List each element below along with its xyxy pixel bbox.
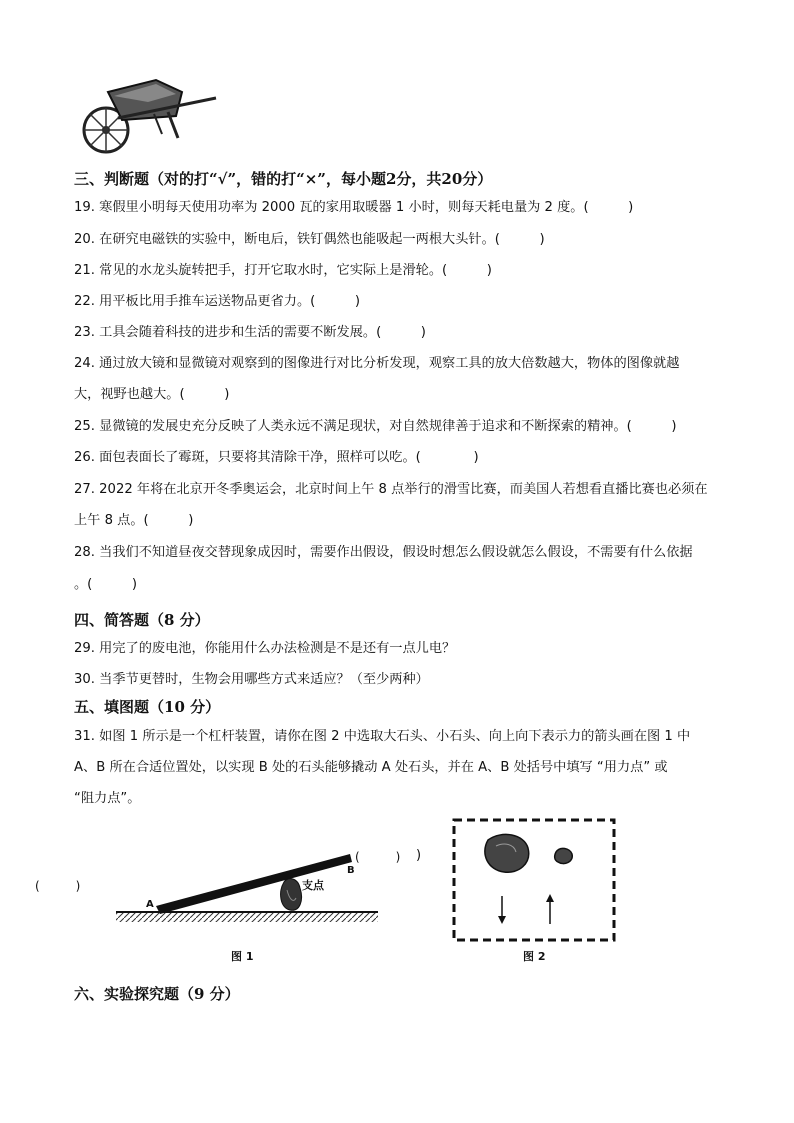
question-24-cont: 大，视野也越大。( ) bbox=[74, 387, 230, 402]
materials-box bbox=[452, 818, 616, 944]
question-29: 29. 用完了的废电池，你能用什么办法检测是不是还有一点儿电？ bbox=[74, 641, 456, 656]
question-19: 19. 寒假里小明每天使用功率为 2000 瓦的家用取暖器 1 小时，则每天耗电量为 2 度。( ) bbox=[74, 200, 634, 215]
label-a: A bbox=[146, 899, 154, 910]
question-21: 21. 常见的水龙头旋转把手，打开它取水时，它实际上是滑轮。( ) bbox=[74, 263, 492, 278]
section6-heading: 六、实验探究题（9 分） bbox=[74, 985, 240, 1003]
wheelbarrow-image bbox=[78, 74, 220, 156]
question-20: 20. 在研究电磁铁的实验中，断电后，铁钉偶然也能吸起一两根大头针。( ) bbox=[74, 232, 545, 247]
question-24: 24. 通过放大镜和显微镜对观察到的图像进行对比分析发现，观察工具的放大倍数越大，物体的图像就越 bbox=[74, 356, 680, 371]
question-30: 30. 当季节更替时，生物会用哪些方式来适应？（至少两种） bbox=[74, 672, 429, 687]
lever-diagram bbox=[112, 840, 382, 930]
section4-heading: 四、简答题（8 分） bbox=[74, 611, 210, 629]
question-26: 26. 面包表面长了霉斑，只要将其清除干净，照样可以吃。( ) bbox=[74, 450, 479, 465]
question-28-cont: 。( ) bbox=[74, 577, 138, 592]
question-31-cont: A、B 所在合适位置处，以实现 B 处的石头能够撬动 A 处石头，并在 A、B 处括号中填写 “用力点” 或 bbox=[74, 760, 668, 775]
figure2-caption: 图 2 bbox=[523, 950, 546, 963]
paren-a: ( ) bbox=[35, 879, 81, 893]
question-27-cont: 上午 8 点。( ) bbox=[74, 513, 194, 528]
fulcrum-label: 支点 bbox=[302, 879, 324, 892]
question-31-cont2: “阻力点”。 bbox=[74, 791, 141, 806]
section5-heading: 五、填图题（10 分） bbox=[74, 698, 221, 716]
question-23: 23. 工具会随着科技的进步和生活的需要不断发展。( ) bbox=[74, 325, 426, 340]
small-stone-icon bbox=[555, 848, 573, 863]
paren-b: ( ) bbox=[355, 850, 401, 864]
exam-page: 三、判断题（对的打“√”，错的打“×”，每小题2分，共20分） 19. 寒假里小明每天使用功率为 2000 瓦的家用取暖器 1 小时，则每天耗电量为 2 度。( ) 20. 在研究电磁铁的实验中，断电后，铁钉偶然也能吸起一两根大头针。( ) 21. 常见的水龙头旋转把手，打开它取水时，它实际上是滑轮。( ) 22. 用平板比用手推车运送物品更省力。( ) 23. 工具会随着科技的进步和生活的需要不断发展。( ) 24. 通过放大镜和显微镜对观察到的图像进行对比分析发现，观察工具的放大倍数越大，物体的图像就越 大，视野也越大。( ) 25. 显微镜的发展史充分反映了人类永远不满足现状，对自然规律善于追求和不断探索的精神。( ) 26. 面包表面长了霉斑，只要将其清除干净，照样可以吃。( ) 27. 2022 年将在北京开冬季奥运会，北京时间上午 8 点举行的滑雪比赛，而美国人若想看直播比赛也必须在 上午 8 点。( ) 28. 当我们不知道昼夜交替现象成因时，需要作出假设，假设时想怎么假设就怎么假设，不需要有什么依据 。( ) 四、简答题（8 分） 29. 用完了的废电池，你能用什么办法检测是不是还有一点儿电？ 30. 当季节更替时，生物会用哪些方式来适应？（至少两种） 五、填图题（10 分） 31. 如图 1 所示是一个杠杆装置，请你在图 2 中选取大石头、小石头、向上向下表示力的箭头画在图 1 中 A、B 所在合适位置处，以实现 B 处的石头能够撬动 A 处石头，并在 A、B 处括号中填写 “用力点” 或 “阻力点”。 ( ) A B 支点 ( ) 图 1 ) 图 2 六、实验探究题（9 分） bbox=[0, 0, 794, 1123]
question-25: 25. 显微镜的发展史充分反映了人类永远不满足现状，对自然规律善于追求和不断探索的精神。( ) bbox=[74, 419, 677, 434]
question-22: 22. 用平板比用手推车运送物品更省力。( ) bbox=[74, 294, 361, 309]
figure1-caption: 图 1 bbox=[231, 950, 254, 963]
section3-heading: 三、判断题（对的打“√”，错的打“×”，每小题2分，共20分） bbox=[74, 170, 493, 188]
question-28: 28. 当我们不知道昼夜交替现象成因时，需要作出假设，假设时想怎么假设就怎么假设，不需要有什么依据 bbox=[74, 545, 693, 560]
question-31: 31. 如图 1 所示是一个杠杆装置，请你在图 2 中选取大石头、小石头、向上向下表示力的箭头画在图 1 中 bbox=[74, 729, 691, 744]
big-stone-icon bbox=[485, 834, 529, 872]
label-b: B bbox=[347, 865, 355, 876]
question-27: 27. 2022 年将在北京开冬季奥运会，北京时间上午 8 点举行的滑雪比赛，而美国人若想看直播比赛也必须在 bbox=[74, 482, 708, 497]
